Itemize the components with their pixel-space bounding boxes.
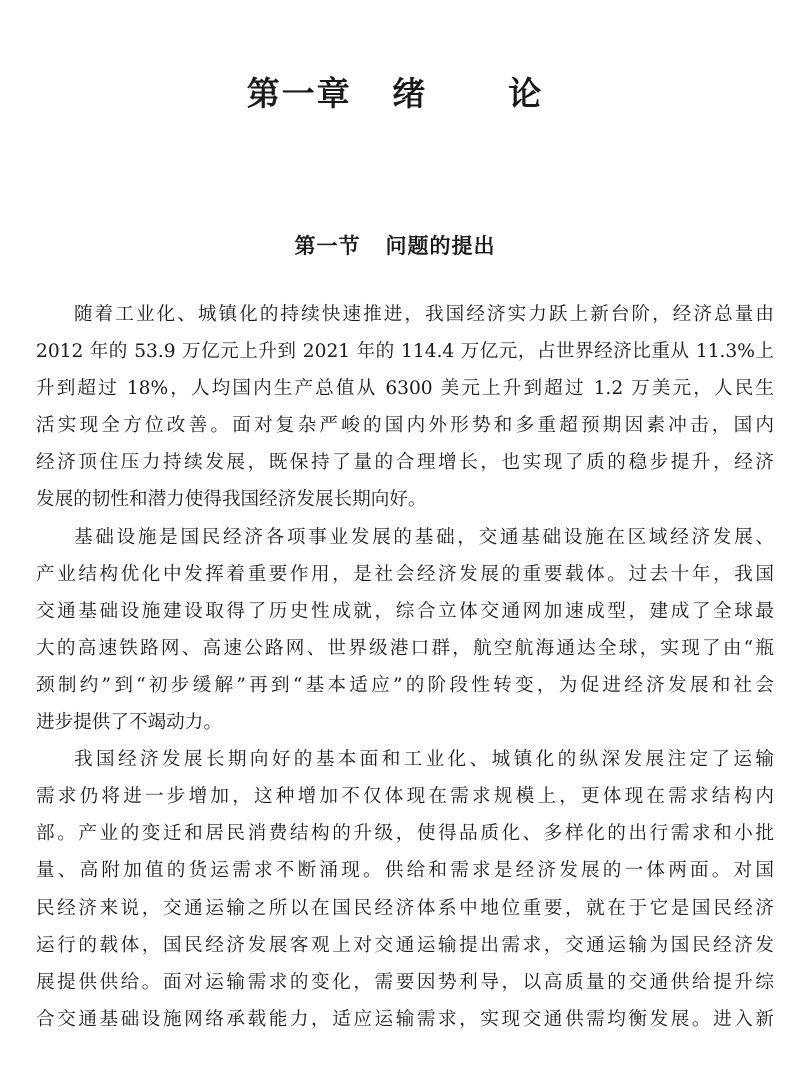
text-line: 合交通基础设施网络承载能力，适应运输需求，实现交通供需均衡发展。进入新: [36, 1008, 774, 1030]
text-line: 经济顶住压力持续发展，既保持了量的合理增长，也实现了质的稳步提升，经济: [36, 452, 774, 474]
paragraph-2: [36, 519, 774, 742]
chapter-title: 第一章 绪 论: [246, 74, 544, 113]
body-text: [36, 296, 774, 1038]
text-line: 需求仍将进一步增加，这种增加不仅体现在需求规模上，更体现在需求结构内: [36, 786, 774, 808]
text-line: 运行的载体，国民经济发展客观上对交通运输提出需求，交通运输为国民经济发: [36, 934, 774, 956]
text-line: 我国经济发展长期向好的基本面和工业化、城镇化的纵深发展注定了运输: [74, 749, 774, 771]
text-line: 活实现全方位改善。面对复杂严峻的国内外形势和多重超预期因素冲击，国内: [36, 415, 774, 437]
text-line: 部。产业的变迁和居民消费结构的升级，使得品质化、多样化的出行需求和小批: [36, 823, 774, 845]
text-line: 发展的韧性和潜力使得我国经济发展长期向好。: [36, 489, 427, 511]
text-line: 民经济来说，交通运输之所以在国民经济体系中地位重要，就在于它是国民经济: [36, 897, 774, 919]
text-line: 量、高附加值的货运需求不断涌现。供给和需求是经济发展的一体两面。对国: [36, 860, 774, 882]
text-line: 大的高速铁路网、高速公路网、世界级港口群，航空航海通达全球，实现了由“瓶: [36, 637, 774, 659]
text-line: 颈制约”到“初步缓解”再到“基本适应”的阶段性转变，为促进经济发展和社会: [36, 674, 774, 696]
section-title: 第一节 问题的提出: [294, 234, 496, 258]
text-line: 2012 年的 53.9 万亿元上升到 2021 年的 114.4 万亿元，占世界经济比重从 11.3%上: [36, 341, 774, 363]
paragraph-3: [36, 741, 774, 1038]
text-line: 产业结构优化中发挥着重要作用，是社会经济发展的重要载体。过去十年，我国: [36, 563, 774, 585]
paragraph-1: [36, 296, 774, 519]
text-line: 进步提供了不竭动力。: [36, 712, 222, 734]
text-line: 随着工业化、城镇化的持续快速推进，我国经济实力跃上新台阶，经济总量由: [74, 304, 774, 325]
text-line: 交通基础设施建设取得了历史性成就，综合立体交通网加速成型，建成了全球最: [36, 600, 774, 622]
text-line: 展提供供给。面对运输需求的变化，需要因势利导，以高质量的交通供给提升综: [36, 971, 774, 993]
text-line: 升到超过 18%，人均国内生产总值从 6300 美元上升到超过 1.2 万美元，人民生: [36, 378, 774, 400]
text-line: 基础设施是国民经济各项事业发展的基础，交通基础设施在区域经济发展、: [74, 526, 774, 548]
